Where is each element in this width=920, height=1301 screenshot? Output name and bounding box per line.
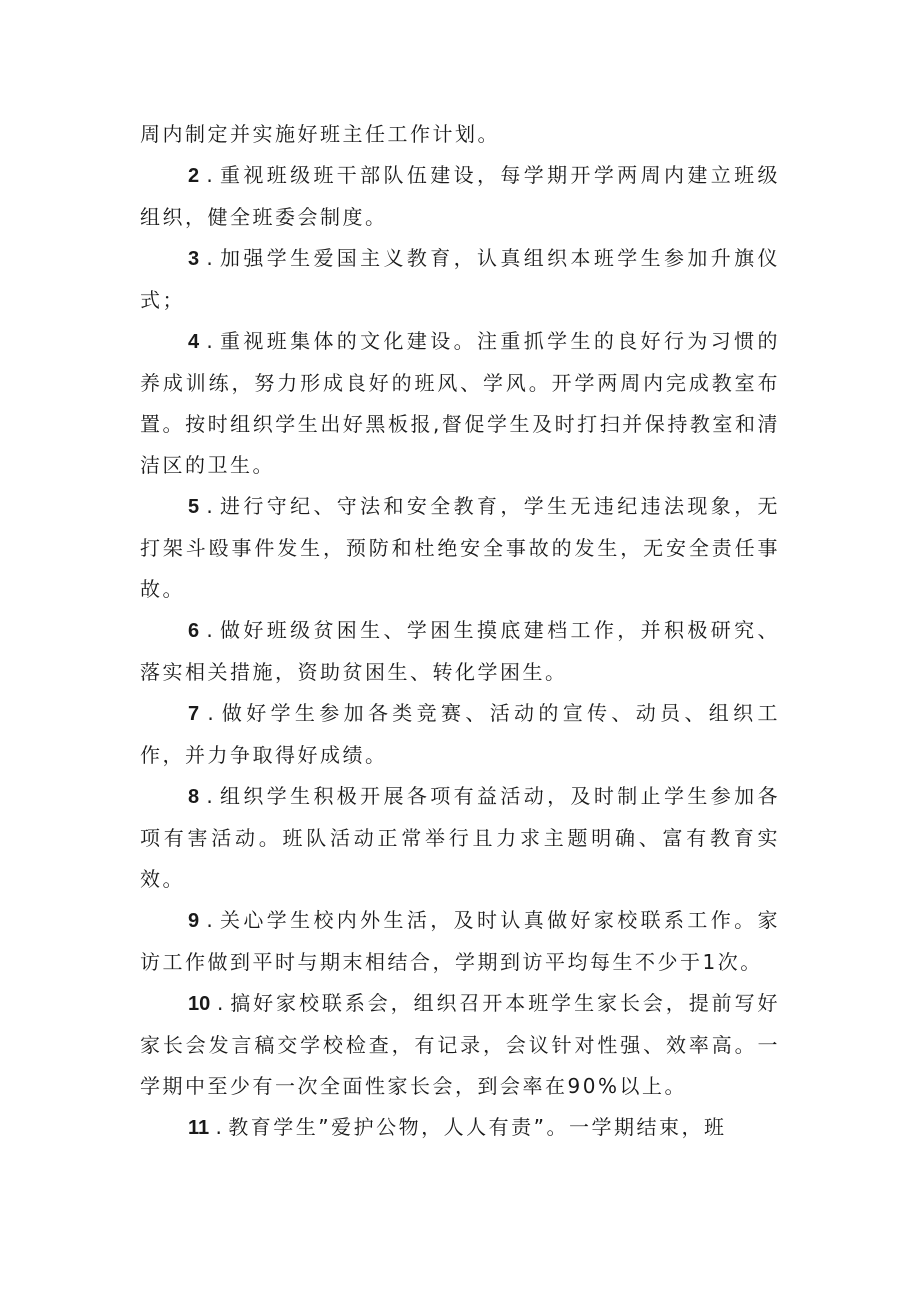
- list-item-11: 11 . 教育学生”爱护公物，人人有责”。一学期结束，班: [188, 1115, 727, 1139]
- list-item-text: 做好学生参加各类竞赛、活动的宣传、动员、组织工作，并力争取得好成绩。: [140, 701, 780, 767]
- list-number: 11: [188, 1117, 210, 1139]
- list-number: 4: [188, 331, 200, 353]
- paragraph-text: 周内制定并实施好班主任工作计划。: [140, 122, 500, 146]
- list-item-text: 做好班级贫困生、学困生摸底建档工作，并积极研究、落实相关措施，资助贫困生、转化学困生。: [140, 618, 781, 684]
- list-item-text: 教育学生”爱护公物，人人有责”。一学期结束，班: [228, 1115, 727, 1139]
- paragraph-1-continuation: [140, 114, 780, 155]
- list-item-text: 组织学生积极开展各项有益活动，及时制止学生参加各项有害活动。班队活动正常举行且力求主题明确、富有教育实效。: [140, 784, 781, 891]
- list-item-text: 加强学生爱国主义教育，认真组织本班学生参加升旗仪式；: [140, 246, 781, 312]
- list-number: 9: [188, 910, 200, 932]
- list-item-text: 搞好家校联系会，组织召开本班学生家长会，提前写好家长会发言稿交学校检查，有记录，会议针对性强、效率高。一学期中至少有一次全面性家长会，到会率在90%以上。: [140, 991, 781, 1098]
- list-number: 10: [188, 993, 211, 1015]
- list-item-9: 9 . 关心学生校内外生活，及时认真做好家校联系工作。家访工作做到平时与期末相结合，学期到访平均每生不少于1次。: [140, 908, 781, 974]
- list-item-text: 重视班级班干部队伍建设，每学期开学两周内建立班级组织，健全班委会制度。: [140, 163, 781, 229]
- list-item-4: 4 . 重视班集体的文化建设。注重抓学生的良好行为习惯的养成训练，努力形成良好的班风、学风。开学两周内完成教室布置。按时组织学生出好黑板报,督促学生及时打扫并保持教室和清洁区的卫生。: [140, 329, 781, 477]
- list-item-7: 7 . 做好学生参加各类竞赛、活动的宣传、动员、组织工作，并力争取得好成绩。: [140, 701, 780, 767]
- list-number: 7: [188, 703, 200, 725]
- document-body: [140, 114, 780, 1148]
- list-item-6: 6 . 做好班级贫困生、学困生摸底建档工作，并积极研究、落实相关措施，资助贫困生、转化学困生。: [140, 618, 781, 684]
- list-item-text: 关心学生校内外生活，及时认真做好家校联系工作。家访工作做到平时与期末相结合，学期到访平均每生不少于1次。: [140, 908, 781, 974]
- list-number: 5: [188, 496, 200, 518]
- list-item-10: 10 . 搞好家校联系会，组织召开本班学生家长会，提前写好家长会发言稿交学校检查，有记录，会议针对性强、效率高。一学期中至少有一次全面性家长会，到会率在90%以上。: [140, 991, 781, 1098]
- list-number: 8: [188, 786, 200, 808]
- list-item-text: 进行守纪、守法和安全教育，学生无违纪违法现象，无打架斗殴事件发生，预防和杜绝安全事故的发生，无安全责任事故。: [140, 494, 781, 601]
- list-item-2: 2 . 重视班级班干部队伍建设，每学期开学两周内建立班级组织，健全班委会制度。: [140, 163, 781, 229]
- list-number: 2: [188, 165, 200, 187]
- list-number: 3: [188, 248, 200, 270]
- list-item-text: 重视班集体的文化建设。注重抓学生的良好行为习惯的养成训练，努力形成良好的班风、学风。开学两周内完成教室布置。按时组织学生出好黑板报,督促学生及时打扫并保持教室和清洁区的卫生。: [140, 329, 781, 477]
- list-item-3: 3 . 加强学生爱国主义教育，认真组织本班学生参加升旗仪式；: [140, 246, 781, 312]
- list-number: 6: [188, 620, 200, 642]
- list-item-8: 8 . 组织学生积极开展各项有益活动，及时制止学生参加各项有害活动。班队活动正常举行且力求主题明确、富有教育实效。: [140, 784, 781, 891]
- list-item-5: 5 . 进行守纪、守法和安全教育，学生无违纪违法现象，无打架斗殴事件发生，预防和杜绝安全事故的发生，无安全责任事故。: [140, 494, 781, 601]
